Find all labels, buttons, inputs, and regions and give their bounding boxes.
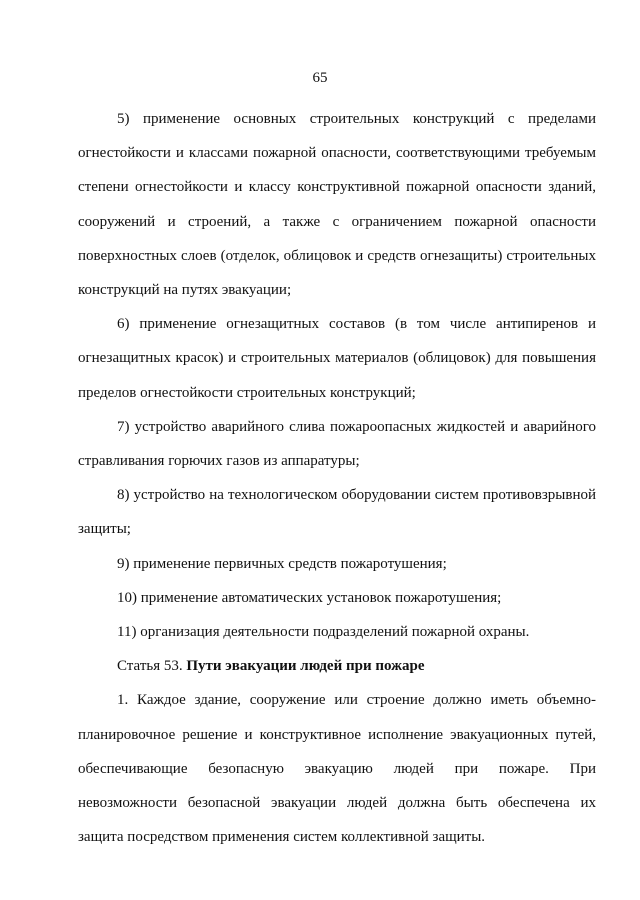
list-item-8: 8) устройство на технологическом оборудовании систем противовзрывной защиты; [78,487,596,538]
list-item-11: 11) организация деятельности подразделений пожарной охраны. [117,624,530,641]
article-title: Пути эвакуации людей при пожаре [186,658,425,675]
article-prefix: Статья 53. [117,658,183,675]
list-item-7: 7) устройство аварийного слива пожароопасных жидкостей и аварийного стравливания горючих газов из аппаратуры; [78,418,596,470]
list-item-9: 9) применение первичных средств пожаротушения; [117,555,447,572]
list-item-6: 6) применение огнезащитных составов (в том числе антипиренов и огнезащитных красок) и строительных материалов (облицовок) для повышения пределов огнестойкости строительных конструкций; [78,316,596,401]
body-text [78,102,596,854]
article-paragraph-1: 1. Каждое здание, сооружение или строение должно иметь объемно-планировочное решение и конструктивное исполнение эвакуационных путей, обеспечивающие безопасную эвакуацию людей при пожаре. При невозможности безопасной эвакуации людей должна быть обеспечена их защита посредством применения систем коллективной защиты. [78,692,596,846]
list-item-5: 5) применение основных строительных конструкций с пределами огнестойкости и классами пожарной опасности, соответствующими требуемым степени огнестойкости и классу конструктивной пожарной опасности зданий, сооружений и строений, а также с ограничением пожарной опасности поверхностных слоев (отделок, облицовок и средств огнезащиты) строительных конструкций на путях эвакуации; [78,111,596,299]
article-heading [78,649,596,683]
page-number: 65 [312,70,328,86]
list-item-10: 10) применение автоматических установок пожаротушения; [117,589,502,606]
